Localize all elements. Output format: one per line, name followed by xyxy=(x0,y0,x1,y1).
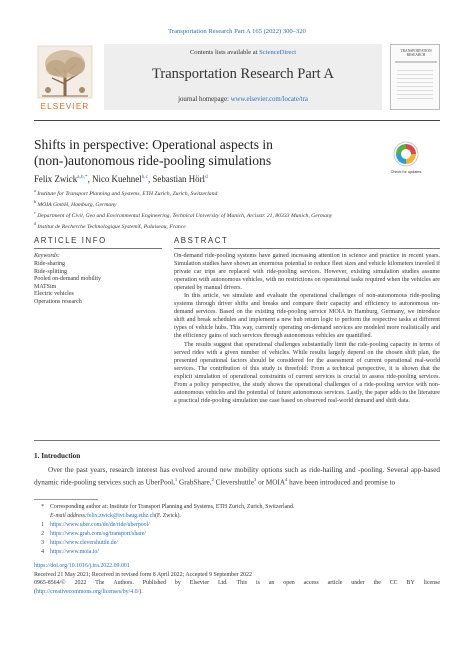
copyright-word: 2022 xyxy=(74,580,87,587)
affiliation-text: MOIA GmbH, Hamburg, Germany xyxy=(37,201,117,208)
article-info-rule xyxy=(34,248,162,249)
keyword: Operations research xyxy=(34,298,82,305)
footnote-ref[interactable]: 1 xyxy=(174,477,178,483)
copyright-word: by xyxy=(174,580,181,587)
intro-text: or MOIA xyxy=(256,478,286,487)
copyright-word: the xyxy=(373,580,381,587)
copyright-word: license xyxy=(423,580,440,587)
footnote-link[interactable]: https://www.clevershuttle.de/ xyxy=(50,539,118,546)
affiliation-text: Department of Civil, Geo and Environmental Engineering, Technical University of Munich, Arcisstr. 21, 80333 Munich, Germany xyxy=(37,212,333,219)
contents-prefix: Contents lists available at xyxy=(189,49,258,56)
masthead-rule xyxy=(34,120,440,121)
copyright-word: BY xyxy=(406,580,415,587)
author-name[interactable]: Nico Kuehnel xyxy=(92,174,142,184)
author-list xyxy=(34,174,208,184)
homepage-link[interactable]: www.elsevier.com/locate/tra xyxy=(230,96,308,103)
intro-text: Over the past years, research interest has evolved around new mobility options such as ride-hailing and -pooling. Several app-based dynamic ride-pooling services such as UberPool, xyxy=(34,466,440,487)
received-dates: Received 21 May 2021; Received in revised form 8 April 2022; Accepted 9 September 2022 xyxy=(34,571,252,578)
intro-text: Clevershuttle xyxy=(213,478,254,487)
abstract-heading: ABSTRACT xyxy=(174,236,229,245)
footnote-ref[interactable]: 2 xyxy=(211,477,214,483)
intro-text: have been introduced and promise to xyxy=(287,478,396,487)
copyright-word: article xyxy=(327,580,343,587)
footnote-mark: 2 xyxy=(41,530,44,537)
affiliation xyxy=(34,198,440,209)
footnote-rule xyxy=(34,499,98,500)
keyword: Ride-sharing xyxy=(34,261,65,267)
affiliation-mark: b xyxy=(34,198,36,204)
abstract-paragraph: In this article, we simulate and evaluate the operational challenges of non-autonomous ride-pooling systems through driver shifts and breaks and compare their capacity and efficiency to autonomous on-demand services. Based on the existing ride-pooling service MOIA in Hamburg, Germany, we introduce shift and break schedules and implement a new hub return logic to perform the respective tasks at different types of vehicle hubs. This way, currently operating on-demand services are modeled more realistically and the efficiency gains of such services through autonomous vehicles are quantified. xyxy=(174,293,440,340)
copyright-word: Published xyxy=(142,580,166,587)
check-for-updates-icon[interactable] xyxy=(392,140,420,170)
homepage-prefix: journal homepage: xyxy=(178,96,229,103)
author-separator: , xyxy=(87,174,93,184)
check-for-updates-label[interactable]: Check for updates xyxy=(390,170,422,174)
affiliation xyxy=(34,187,440,198)
homepage-line xyxy=(104,96,382,103)
cover-band xyxy=(395,61,437,63)
running-head[interactable]: Transportation Research Part A 165 (2022) 300–320 xyxy=(168,28,306,35)
elsevier-tree-logo xyxy=(34,44,96,110)
abstract-body xyxy=(174,252,440,405)
cover-title: TRANSPORTATION RESEARCH xyxy=(400,49,432,58)
footnote-mark: * xyxy=(41,504,44,510)
copyright-line xyxy=(34,579,440,588)
footnote-mark: 1 xyxy=(41,521,44,528)
footnote-text: (F. Zwick). xyxy=(155,512,181,519)
footnote xyxy=(34,530,440,539)
copyright-word: an xyxy=(268,580,275,587)
copyright-word: access xyxy=(303,580,319,587)
journal-name: Transportation Research Part A xyxy=(152,66,334,82)
contents-line xyxy=(104,49,382,56)
copyright-word: under xyxy=(351,580,365,587)
copyright-word: 0965-8564/© xyxy=(34,580,66,587)
footnote-text: E-mail address: xyxy=(50,512,87,519)
author-name[interactable]: Felix Zwick xyxy=(34,174,78,184)
footnote xyxy=(34,539,440,548)
footnote-link[interactable]: https://www.uber.com/de/de/ride/uberpool/ xyxy=(50,521,150,528)
footnotes xyxy=(34,503,440,556)
footnote-mark: 4 xyxy=(41,548,44,555)
article-title: Shifts in perspective: Operational aspects in (non-)autonomous ride-pooling simulations xyxy=(34,137,273,168)
footnote-ref[interactable]: 3 xyxy=(253,477,257,483)
footnote-ref[interactable]: 4 xyxy=(285,477,288,483)
affiliation-text: Institute for Transport Planning and Systems, ETH Zurich, Zurich, Switzerland xyxy=(37,190,218,197)
keyword: Ride-splitting xyxy=(34,268,67,275)
license-link[interactable]: http://creativecommons.org/licenses/by/4.0/ xyxy=(35,588,140,595)
journal-cover-thumbnail xyxy=(390,44,440,110)
section-heading-introduction: 1. Introduction xyxy=(34,452,81,460)
abstract-paragraph: On-demand ride-pooling systems have gained increasing attention in science and practice in recent years. Simulation studies have shown an enormous potential to reduce fleet sizes and vehicle kilometers traveled if private car trips are replaced with ride-pooling services. However, existing simulation studies assume operation with autonomous vehicles, with no restrictions on operational tasks required when the vehicles are operated by manual drivers. xyxy=(174,253,440,292)
footnote xyxy=(34,512,440,521)
publication-info xyxy=(34,562,440,596)
affiliation-mark: d xyxy=(34,220,36,226)
affiliation-mark: a xyxy=(34,188,36,193)
email-link[interactable]: felix.zwick@ivt.baug.ethz.ch xyxy=(86,512,156,519)
affiliations xyxy=(34,187,440,231)
footnote xyxy=(34,521,440,530)
footnote xyxy=(34,503,440,512)
intro-text: GrabShare, xyxy=(177,478,212,487)
license-line xyxy=(34,588,440,597)
keyword-list xyxy=(34,261,101,307)
copyright-word: is xyxy=(255,580,260,587)
journal-masthead xyxy=(34,44,440,114)
keyword: Electric vehicles xyxy=(34,291,74,298)
author-name[interactable]: Sebastian Hörl xyxy=(152,174,205,184)
copyright-word: CC xyxy=(389,580,398,587)
abstract-paragraph: The results suggest that operational challenges substantially limit the ride-pooling capacity in terms of served rides with a given number of vehicles. While results largely depend on the chosen shift plan, the presented operational factors should be considered for the assessment of current operational real-world services. The contribution of this study is threefold: From a technical perspective, it is shown that the explicit simulation of operational constraints of current services is crucial to assess ride-pooling services. From a policy perspective, the study shows the operational challenges of a ride-pooling service with non-autonomous vehicles and the potential of future autonomous services. Lastly, the paper adds to the literature a practical ride-pooling simulation use case based on observed real-world demand and shift data. xyxy=(174,341,440,404)
article-info-heading: ARTICLE INFO xyxy=(34,236,107,245)
license-paren: ( xyxy=(34,588,36,595)
author-marks: b,c xyxy=(141,174,149,181)
copyright-word: Elsevier xyxy=(189,580,210,587)
copyright-word: open xyxy=(283,580,295,587)
footnote-link[interactable]: https://www.grab.com/sg/transport/share/ xyxy=(50,530,146,537)
keyword: Pooled on-demand mobility xyxy=(34,276,101,283)
contents-box xyxy=(104,44,382,110)
footnote xyxy=(34,548,440,557)
copyright-word: Authors. xyxy=(113,580,134,587)
keywords-label: Keywords: xyxy=(34,253,60,259)
author-marks: d xyxy=(205,174,208,181)
footnote-text: Corresponding author at: Institute for Transport Planning and Systems, ETH Zurich, Zurich, Switzerland. xyxy=(50,504,295,510)
introduction-text xyxy=(34,465,440,488)
footnote-mark xyxy=(34,512,44,521)
affiliation xyxy=(34,220,440,231)
author-marks: a,b,* xyxy=(77,174,88,181)
sciencedirect-link[interactable]: ScienceDirect xyxy=(259,49,297,56)
keyword: MATSim xyxy=(34,283,57,290)
copyright-word: The xyxy=(95,580,105,587)
footnote-link[interactable]: https://www.moia.io/ xyxy=(50,548,99,555)
affiliation-text: Institut de Recherche Technologique SystemX, Palaiseau, France xyxy=(37,223,186,230)
copyright-word: This xyxy=(236,580,248,587)
affiliation xyxy=(34,209,440,220)
abstract-rule xyxy=(174,248,440,249)
author-separator: , xyxy=(148,174,153,184)
copyright-word: Ltd. xyxy=(217,580,228,587)
affiliation-mark: c xyxy=(34,209,36,215)
cover-lines xyxy=(391,67,439,102)
footnote-mark: 3 xyxy=(41,539,44,546)
doi-link[interactable]: https://doi.org/10.1016/j.tra.2022.09.001 xyxy=(34,563,130,569)
license-paren: ). xyxy=(139,588,143,595)
abstract-end-rule xyxy=(34,440,440,441)
publisher-logo-text: ELSEVIER xyxy=(40,102,90,111)
